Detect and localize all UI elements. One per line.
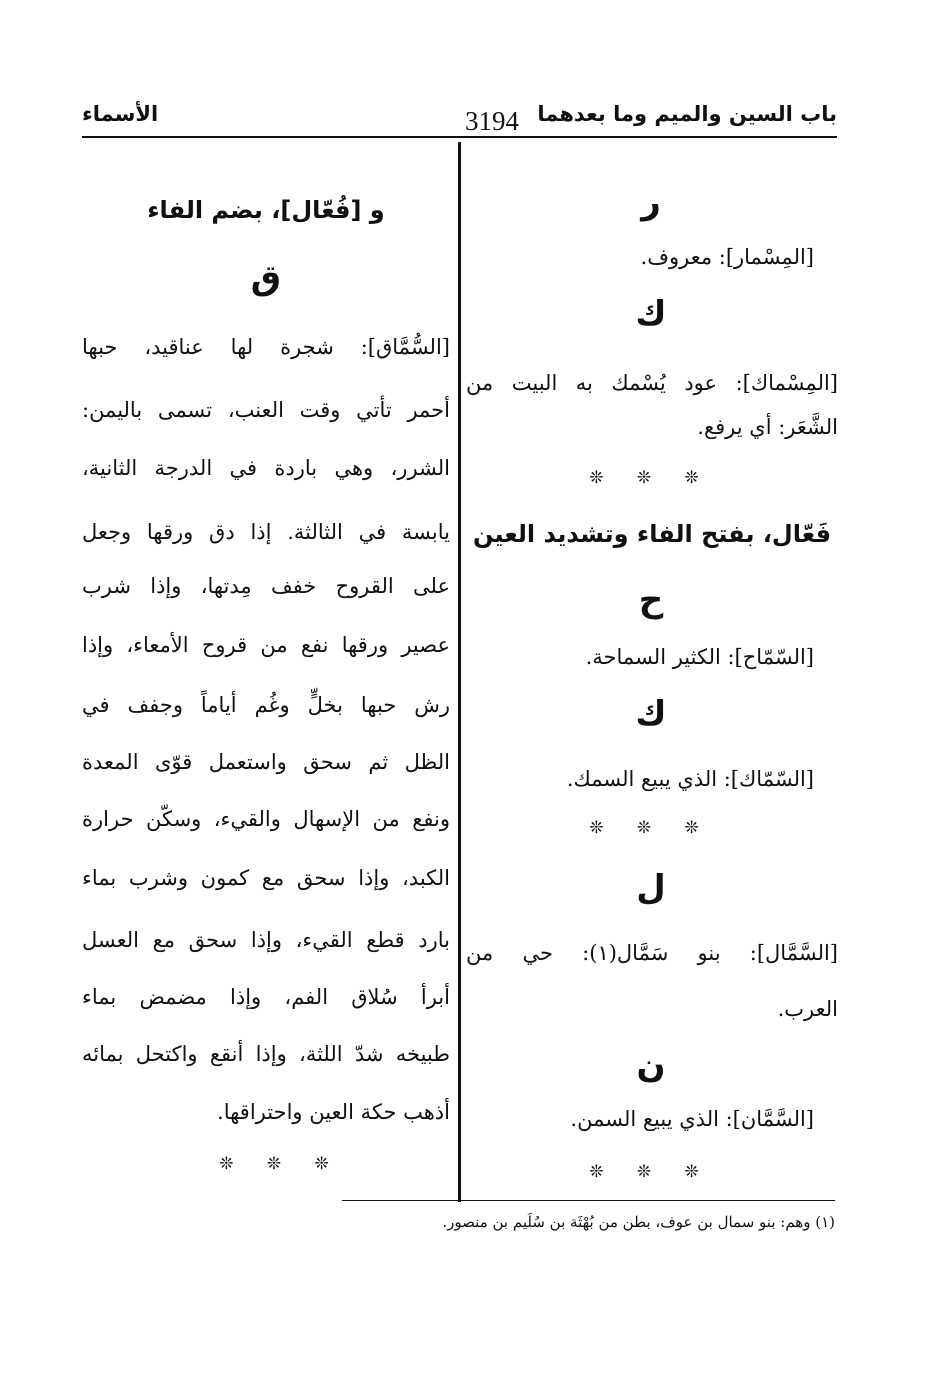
entry-summaq-line: يابسة في الثالثة. إذا دق ورقها وجعل — [82, 520, 450, 544]
section-separator: ❊ ❊ ❊ — [589, 468, 713, 488]
entry-summaq-line: عصير ورقها نفع من قروح الأمعاء، وإذا — [82, 633, 450, 657]
entry-samman: [السَّمَّان]: الذي يبيع السمن. — [570, 1107, 814, 1131]
letter-heading-kaf: ك — [635, 694, 667, 734]
entry-sammal-line-1: [السَّمَّال]: بنو سَمَّال(١): حي من — [466, 941, 838, 965]
entry-summaq-line: [السُّمَّاق]: شجرة لها عناقيد، حبها — [82, 335, 450, 359]
column-divider — [458, 142, 461, 1202]
letter-heading-qaf: ق — [250, 258, 282, 298]
section-heading-faal: فَعّال، بفتح الفاء وتشديد العين — [472, 520, 832, 548]
entry-summaq-line: على القروح خفف مِدتها، وإذا شرب — [82, 574, 450, 598]
page-number: 3194 — [465, 106, 519, 136]
entry-summaq-line: أحمر تأتي وقت العنب، تسمى باليمن: — [82, 398, 450, 422]
entry-summaq-line: أذهب حكة العين واحتراقها. — [217, 1100, 450, 1124]
footnote: (١) وهم: بنو سمال بن عوف، بطن من بُهْثَة بن سُلَيم بن منصور. — [442, 1213, 835, 1231]
entry-mismak-line-2: الشَّعَر: أي يرفع. — [697, 415, 838, 439]
page-header — [82, 96, 837, 136]
entry-sammak: [السّمّاك]: الذي يبيع السمك. — [566, 767, 814, 791]
entry-summaq-line: الظل ثم سحق واستعمل قوّى المعدة — [82, 750, 450, 774]
letter-heading-lam: ل — [636, 868, 666, 908]
letter-heading-ra: ر — [641, 182, 661, 222]
entry-mismar: [المِسْمار]: معروف. — [640, 245, 814, 269]
section-separator: ❊ ❊ ❊ — [589, 818, 713, 838]
letter-heading-kaf: ك — [635, 294, 667, 334]
letter-heading-ha: ح — [638, 580, 664, 620]
section-separator: ❊ ❊ ❊ — [219, 1154, 343, 1174]
entry-summaq-line: الشرر، وهي باردة في الدرجة الثانية، — [82, 456, 450, 480]
entry-sammah: [السّمّاح]: الكثير السماحة. — [585, 645, 814, 669]
entry-summaq-line: أبرأ سُلاق الفم، وإذا مضمض بماء — [82, 985, 450, 1009]
entry-sammal-line-2: العرب. — [777, 997, 838, 1021]
section-heading-fuaal: و [فُعّال]، بضم الفاء — [147, 196, 385, 224]
header-chapter-title: باب السين والميم وما بعدهما — [537, 102, 837, 126]
section-separator: ❊ ❊ ❊ — [589, 1162, 713, 1182]
letter-heading-nun: ن — [636, 1046, 666, 1086]
entry-summaq-line: الكبد، وإذا سحق مع كمون وشرب بماء — [82, 866, 450, 890]
header-section-title: الأسماء — [82, 102, 159, 126]
entry-summaq-line: رش حبها بخلٍّ وغُم أياماً وجفف في — [82, 693, 450, 717]
header-rule — [82, 136, 837, 138]
entry-summaq-line: طبيخه شدّ اللثة، وإذا أنقع واكتحل بمائه — [82, 1042, 450, 1066]
entry-summaq-line: ونفع من الإسهال والقيء، وسكّن حرارة — [82, 807, 450, 831]
footnote-rule — [342, 1200, 835, 1201]
entry-mismak-line-1: [المِسْماك]: عود يُسْمك به البيت من — [466, 371, 838, 395]
entry-summaq-line: بارد قطع القيء، وإذا سحق مع العسل — [82, 928, 450, 952]
